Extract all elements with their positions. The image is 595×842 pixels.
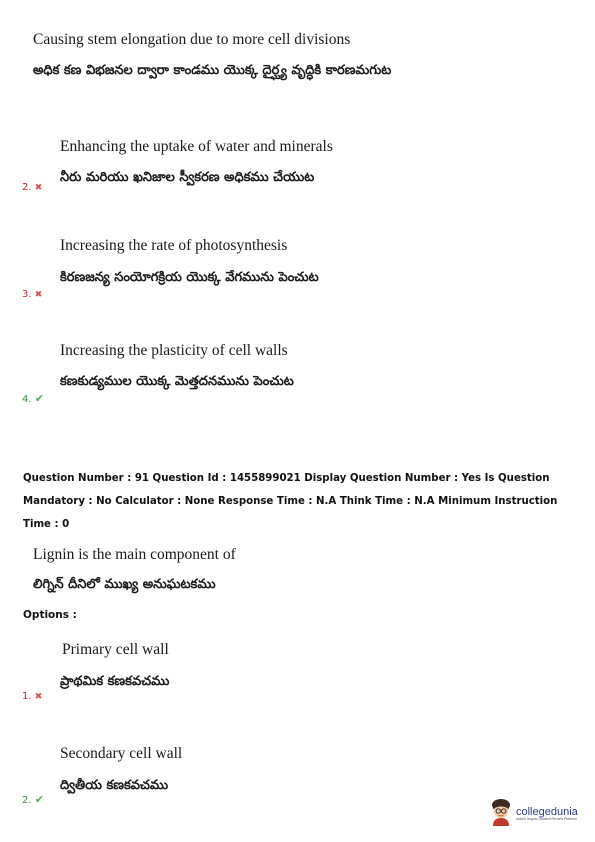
- logo-name: collegedunia: [516, 806, 578, 819]
- option-2-number: 2.: [22, 795, 32, 806]
- student-mascot-icon: [490, 798, 512, 826]
- option-1-marker: [22, 691, 42, 702]
- option-2-te: ద్వితీయ కణకవచము: [60, 778, 169, 793]
- option-1-en: Primary cell wall: [62, 641, 169, 658]
- prev-option-2-te: నీరు మరియు ఖనిజాల స్వీకరణ అధికము చేయుట: [60, 170, 315, 185]
- prev-option-2-number: 2.: [22, 182, 32, 193]
- prev-option-4-marker: [22, 392, 44, 405]
- option-2-en: Secondary cell wall: [60, 745, 183, 762]
- options-label: Options :: [23, 609, 77, 621]
- prev-option-4-en: Increasing the plasticity of cell walls: [60, 342, 288, 359]
- check-icon: ✔: [34, 793, 44, 806]
- prev-option-1-en: Causing stem elongation due to more cell divisions: [33, 31, 351, 48]
- prev-option-3-en: Increasing the rate of photosynthesis: [60, 237, 288, 254]
- prev-option-2-en: Enhancing the uptake of water and minerals: [60, 138, 333, 155]
- option-2-marker: [22, 793, 44, 806]
- prev-option-3-marker: [22, 289, 42, 300]
- check-icon: ✔: [34, 392, 44, 405]
- prev-option-4-te: కణకుడ్యముల యొక్క మెత్తదనమును పెంచుట: [60, 374, 294, 389]
- collegedunia-logo: [490, 798, 578, 826]
- prev-option-3-te: కిరణజన్య సంయోగక్రియ యొక్క వేగమును పెంచుట: [60, 270, 319, 285]
- question-metadata: Question Number : 91 Question Id : 1455899021 Display Question Number : Yes Is Question Mandatory : No Calculator : None Response Time : N.A Think Time : N.A Minimum Instruction Time : 0: [23, 473, 558, 530]
- cross-icon: ✖: [34, 183, 43, 193]
- option-1-te: ప్రాథమిక కణకవచము: [60, 674, 170, 689]
- question-text-te: లిగ్నిన్ దీనిలో ముఖ్య అనుఘటకము: [33, 577, 216, 592]
- prev-option-4-number: 4.: [22, 394, 32, 405]
- question-text-en: Lignin is the main component of: [33, 546, 236, 563]
- cross-icon: ✖: [34, 692, 43, 702]
- prev-option-3-number: 3.: [22, 289, 32, 300]
- prev-option-1-te: అధిక కణ విభజనల ద్వారా కాండము యొక్క దైర్ఘ్య వృద్ధికి కారణమగుట: [33, 63, 392, 78]
- logo-tagline: India's largest Student Review Platform: [516, 817, 577, 822]
- cross-icon: ✖: [34, 290, 43, 300]
- prev-option-2-marker: [22, 182, 42, 193]
- option-1-number: 1.: [22, 691, 32, 702]
